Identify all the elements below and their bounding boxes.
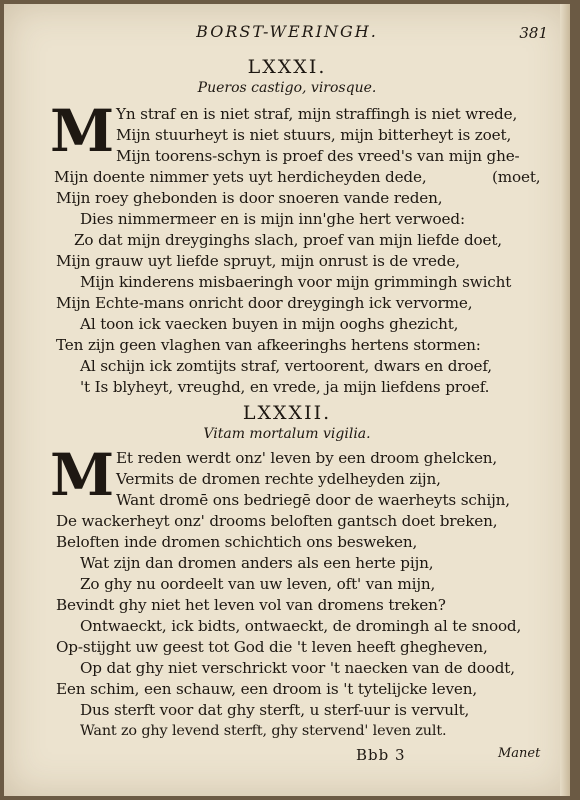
poem-1-line: Al toon ick vaecken buyen in mijn ooghs ghezicht, <box>80 315 459 333</box>
poem-2-line: Op-stijght uw geest tot God die 't leven heeft ghegheven, <box>56 638 488 656</box>
poem-1-line: Ten zijn geen vlaghen van afkeeringhs hertens stormen: <box>56 336 481 354</box>
poem-1-line: Dies nimmermeer en is mijn inn'ghe hert verwoed: <box>80 210 465 228</box>
poem-2-line: Dus sterft voor dat ghy sterft, u sterf-uur is vervult, <box>80 701 470 719</box>
running-head: BORST-WERINGH. <box>196 22 378 41</box>
poem-1-line: Al schijn ick zomtijts straf, vertoorent, dwars en droef, <box>80 357 492 375</box>
poem-1-line: Mijn grauw uyt liefde spruyt, mijn onrust is de vrede, <box>56 252 460 270</box>
poem-1-line: 't Is blyheyt, vreughd, en vrede, ja mijn liefdens proef. <box>80 378 490 396</box>
poem-2-number: LXXXII. <box>242 402 332 424</box>
poem-1-line: Mijn Echte-mans onricht door dreygingh ick vervorme, <box>56 294 473 312</box>
poem-2-line: Wat zijn dan dromen anders als een herte pijn, <box>80 554 434 572</box>
poem-1-line-turnover: (moet, <box>492 168 541 186</box>
poem-2-motto: Vitam mortalum vigilia. <box>203 426 371 442</box>
poem-2-line: De wackerheyt onz' drooms beloften gantsch doet breken, <box>56 512 498 530</box>
poem-2-line: Et reden werdt onz' leven by een droom ghelcken, <box>116 449 498 467</box>
poem-1-line: Mijn kinderens misbaeringh voor mijn grimmingh swicht <box>80 273 512 291</box>
poem-1-line: Mijn stuurheyt is niet stuurs, mijn bitterheyt is zoet, <box>116 126 512 144</box>
poem-2-line: Beloften inde dromen schichtich ons besweken, <box>56 533 418 551</box>
poem-1-line: Mijn roey ghebonden is door snoeren vande reden, <box>56 189 443 207</box>
poem-2-drop-cap: M <box>50 441 115 509</box>
catchword: Manet <box>498 746 541 761</box>
poem-1-motto: Pueros castigo, virosque. <box>197 80 377 96</box>
signature-mark: Bbb 3 <box>356 746 406 764</box>
poem-2-line: Bevindt ghy niet het leven vol van dromens treken? <box>56 596 446 614</box>
poem-2-line: Op dat ghy niet verschrickt voor 't naecken van de doodt, <box>80 659 515 677</box>
poem-1-line: Mijn toorens-schyn is proef des vreed's van mijn ghe- <box>116 147 520 165</box>
poem-1-line: Zo dat mijn dreyginghs slach, proef van mijn liefde doet, <box>74 231 502 249</box>
poem-1-line: Yn straf en is niet straf, mijn straffingh is niet wrede, <box>116 105 518 123</box>
page-edge <box>560 4 570 796</box>
poem-2-line: Vermits de dromen rechte ydelheyden zijn, <box>116 470 441 488</box>
poem-1-drop-cap: M <box>50 97 115 165</box>
poem-2-line: Zo ghy nu oordeelt van uw leven, oft' van mijn, <box>80 575 436 593</box>
poem-2-line: Want dromē ons bedriegē door de waerheyts schijn, <box>116 491 510 509</box>
poem-2-line: Want zo ghy levend sterft, ghy stervend' leven zult. <box>80 723 447 739</box>
book-page <box>4 4 570 796</box>
poem-2-line: Ontwaeckt, ick bidts, ontwaeckt, de dromingh al te snood, <box>80 617 522 635</box>
poem-2-line: Een schim, een schauw, een droom is 't tytelijcke leven, <box>56 680 478 698</box>
poem-1-number: LXXXI. <box>247 56 327 78</box>
poem-1-line: Mijn doente nimmer yets uyt herdicheyden dede, <box>54 168 427 186</box>
page-number: 381 <box>519 24 548 42</box>
